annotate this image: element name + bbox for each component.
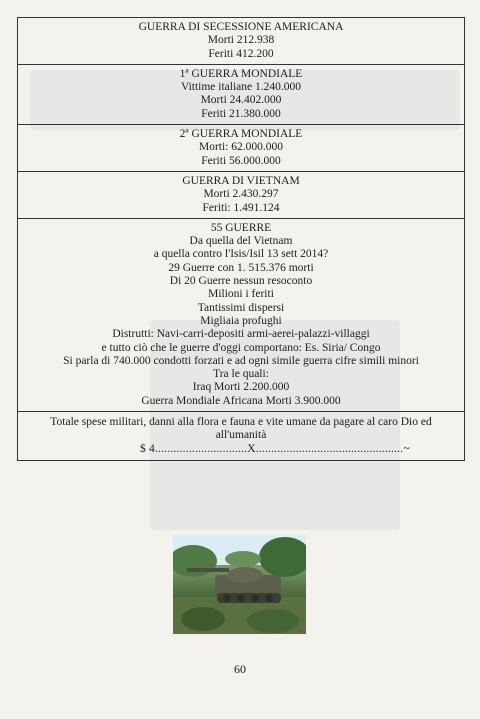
section-line: Di 20 Guerre nessun resoconto: [169, 275, 313, 288]
war-casualties-table: [17, 17, 465, 461]
section-line: e tutto ciò che le guerre d'oggi comportano: Es. Siria/ Congo: [101, 341, 381, 354]
section-line: Si parla di 740.000 condotti forzati e ad ogni simile guerra cifre simili minori: [63, 354, 419, 367]
tank-photo: [173, 535, 306, 634]
section-line: Migliaia profughi: [200, 314, 282, 327]
section-line: Tra le quali:: [213, 368, 269, 381]
page-number: 60: [234, 662, 246, 676]
section-world-war-1: [18, 65, 464, 125]
total-text: Totale spese militari, danni alla flora e fauna e vite umane da pagare al caro Dio ed all'umanità: [50, 416, 432, 442]
section-line: Milioni i feriti: [208, 288, 274, 301]
section-title: 2ª GUERRA MONDIALE: [179, 128, 303, 141]
section-line: Iraq Morti 2.200.000: [192, 381, 290, 394]
section-line: Vittime italiane 1.240.000: [180, 81, 302, 94]
section-title: GUERRA DI VIETNAM: [182, 174, 300, 187]
section-55-wars: [18, 219, 464, 412]
section-title: 1ª GUERRA MONDIALE: [179, 67, 303, 80]
section-line: Feriti: 1.491.124: [202, 201, 280, 214]
section-line: 29 Guerre con 1. 515.376 morti: [168, 261, 314, 274]
section-line: Morti 24.402.000: [200, 94, 282, 107]
section-title: GUERRA DI SECESSIONE AMERICANA: [138, 21, 344, 33]
section-line: a quella contro l'Isis/Isil 13 sett 2014?: [153, 248, 329, 261]
section-line: Distrutti: Navi-carri-depositi armi-aerei-palazzi-villaggi: [112, 328, 370, 341]
section-line: Feriti 21.380.000: [201, 107, 281, 120]
section-line: Feriti 412.200: [208, 47, 274, 60]
section-line: Da quella del Vietnam: [189, 235, 293, 248]
section-line: Morti: 62.000.000: [198, 141, 283, 154]
section-world-war-2: [18, 125, 464, 172]
section-line: Morti 2.430.297: [203, 188, 279, 201]
tank-illustration: [173, 535, 306, 634]
section-line: Tantissimi dispersi: [197, 301, 285, 314]
section-vietnam-war: [18, 172, 464, 219]
section-line: Guerra Mondiale Africana Morti 3.900.000: [141, 394, 341, 407]
section-total: [18, 412, 464, 460]
total-amount: $ 4..............................X................................................~: [140, 442, 410, 455]
section-american-civil-war: [18, 18, 464, 65]
section-line: Feriti 56.000.000: [201, 154, 281, 167]
section-title: 55 GUERRE: [210, 221, 272, 234]
section-line: Morti 212.938: [207, 34, 275, 47]
